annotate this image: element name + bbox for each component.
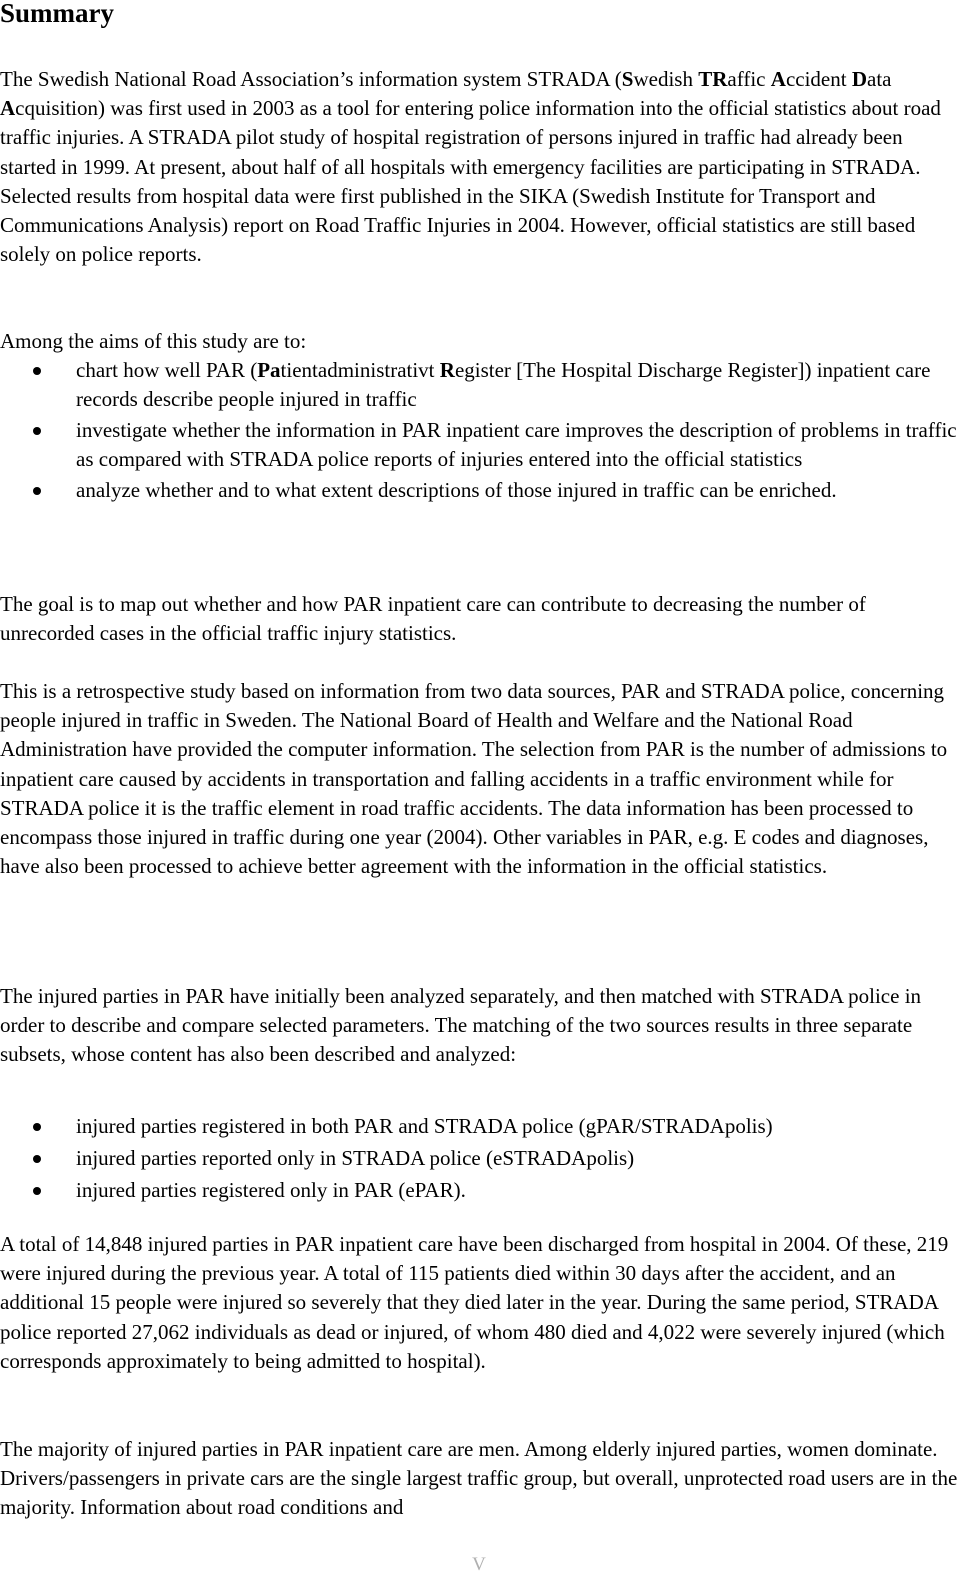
aims-list: [0, 356, 958, 507]
intro-text: The Swedish National Road Association’s information system STRADA (: [0, 67, 622, 91]
bullet-icon: [33, 487, 41, 495]
intro-text: ccident: [785, 67, 852, 91]
list-item: [0, 416, 958, 474]
bullet-icon: [33, 1187, 41, 1195]
list-item: [0, 476, 958, 505]
aim-text: investigate whether the information in PAR inpatient care improves the description of problems in traffic as compared with STRADA police reports of injuries entered into the official statistics: [76, 417, 957, 472]
page-number: V: [472, 1554, 486, 1575]
list-item: [0, 356, 958, 414]
aim-text: egister [The Hospital Discharge Register]) inpatient care records describe people injured in traffic: [76, 358, 931, 412]
list-item: [0, 1176, 958, 1205]
acronym-letter: TR: [698, 67, 728, 91]
bullet-icon: [33, 367, 41, 375]
summary-heading: Summary: [0, 0, 114, 28]
acronym-letter: S: [621, 67, 634, 91]
intro-text: wedish: [633, 67, 699, 91]
acronym-letter: Pa: [257, 358, 281, 382]
acronym-letter: A: [0, 96, 16, 121]
goal-paragraph: The goal is to map out whether and how PAR inpatient care can contribute to decreasing the number of unrecorded cases in the official traffic injury statistics.: [0, 592, 866, 646]
subsets-list: [0, 1112, 958, 1209]
aims-intro: Among the aims of this study are to:: [0, 329, 307, 353]
subset-text: injured parties registered only in PAR (ePAR).: [76, 1178, 466, 1203]
matching-paragraph: The injured parties in PAR have initially been analyzed separately, and then matched with STRADA police in order to describe and compare selected parameters. The matching of the two sources results in three separate subsets, whose content has also been described and analyzed:: [0, 984, 922, 1067]
aim-text: chart how well PAR (: [76, 358, 258, 382]
acronym-letter: R: [439, 358, 455, 382]
totals-paragraph: A total of 14,848 injured parties in PAR inpatient care have been discharged from hospital in 2004. Of these, 219 were injured during the previous year. A total of 115 patients died within 30 days after the accident, and an additional 15 people were injured so severely that they died later in the year. During the same period, STRADA police reported 27,062 individuals as dead or injured, of whom 480 died and 4,022 were severely injured (which corresponds approximately to being admitted to hospital).: [0, 1232, 949, 1373]
acronym-letter: D: [851, 67, 867, 91]
intro-paragraph: [0, 65, 958, 269]
subset-text: injured parties registered in both PAR and STRADA police (gPAR/STRADApolis): [76, 1114, 773, 1138]
majority-paragraph: The majority of injured parties in PAR inpatient care are men. Among elderly injured parties, women dominate. Drivers/passengers in private cars are the single largest traffic group, but overall, unprotected road users are in the majority. Information about road conditions and: [0, 1437, 958, 1520]
intro-text: cquisition) was first used in 2003 as a tool for entering police information into the official statistics about road traffic injuries. A STRADA pilot study of hospital registration of persons injured in traffic had already been started in 1999. At present, about half of all hospitals with emergency facilities are participating in STRADA. Selected results from hospital data were first published in the SIKA (Swedish Institute for Transport and Communications Analysis) report on Road Traffic Injuries in 2004. However, official statistics are still based solely on police reports.: [0, 96, 941, 267]
study-paragraph: This is a retrospective study based on information from two data sources, PAR and STRADA police, concerning people injured in traffic in Sweden. The National Board of Health and Welfare and the National Road Administration have provided the computer information. The selection from PAR is the number of admissions to inpatient care caused by accidents in transportation and falling accidents in a traffic environment while for STRADA police it is the traffic element in road traffic accidents. The data information has been processed to encompass those injured in traffic during one year (2004). Other variables in PAR, e.g. E codes and diagnoses, have also been processed to achieve better agreement with the information in the official statistics.: [0, 679, 948, 879]
acronym-letter: A: [770, 67, 786, 91]
bullet-icon: [33, 1123, 41, 1131]
intro-text: affic: [727, 67, 771, 91]
subset-text: injured parties reported only in STRADA police (eSTRADApolis): [76, 1146, 635, 1171]
bullet-icon: [33, 427, 41, 435]
list-item: [0, 1144, 958, 1173]
intro-text: ata: [867, 67, 892, 91]
aim-text: tientadministrativt: [280, 358, 440, 382]
bullet-icon: [33, 1155, 41, 1163]
list-item: [0, 1112, 958, 1141]
aim-text: analyze whether and to what extent descriptions of those injured in traffic can be enriched.: [76, 477, 837, 502]
